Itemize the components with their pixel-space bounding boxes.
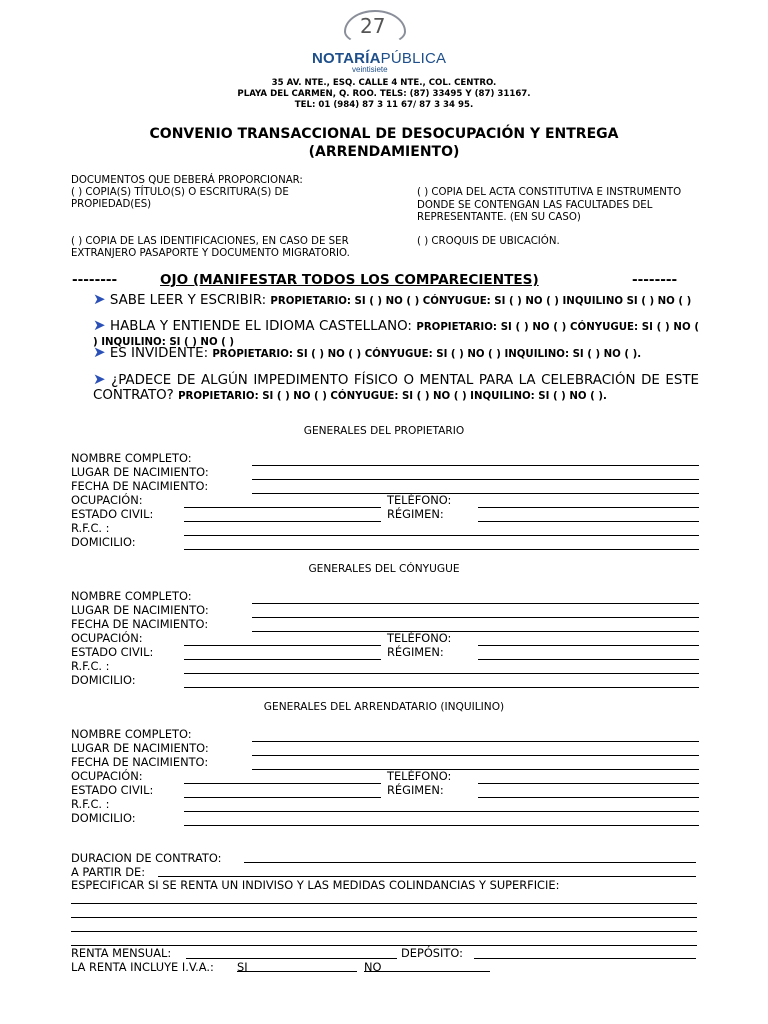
duracion-label: DURACION DE CONTRATO:	[71, 851, 222, 865]
renta-label: RENTA MENSUAL:	[71, 946, 172, 960]
conyugue-fecha-label: FECHA DE NACIMIENTO:	[71, 617, 209, 631]
propietario-nombre-label: NOMBRE COMPLETO:	[71, 451, 192, 465]
arrendatario-nombre-field[interactable]	[252, 741, 699, 742]
ojo-dash-left: --------	[72, 272, 118, 288]
arrow-bullet-icon: ➤	[93, 316, 106, 334]
logo-subtitle: veintisiete	[352, 65, 388, 74]
header-address-line2: PLAYA DEL CARMEN, Q. ROO. TELS: (87) 33495 Y (87) 31167.	[237, 89, 531, 99]
arrendatario-lugar-label: LUGAR DE NACIMIENTO:	[71, 741, 209, 755]
conyugue-rfc-label: R.F.C. :	[71, 659, 110, 673]
ojo-text: OJO (MANIFESTAR TODOS LOS COMPARECIENTES)	[160, 272, 539, 288]
header-address-line1: 35 AV. NTE., ESQ. CALLE 4 NTE., COL. CENTRO.	[271, 78, 497, 88]
conyugue-ocupacion-label: OCUPACIÓN:	[71, 631, 143, 645]
documents-item3-a: ( ) COPIA DE LAS IDENTIFICACIONES, EN CASO DE SER	[71, 236, 349, 247]
renta-field[interactable]	[186, 958, 397, 959]
propietario-estado-label: ESTADO CIVIL:	[71, 507, 154, 521]
conyugue-estado-label: ESTADO CIVIL:	[71, 645, 154, 659]
documents-item1-a: ( ) COPIA(S) TÍTULO(S) O ESCRITURA(S) DE	[71, 187, 289, 198]
especificar-label: ESPECIFICAR SI SE RENTA UN INDIVISO Y LAS MEDIDAS COLINDANCIAS Y SUPERFICIE:	[71, 878, 560, 892]
conyugue-regimen-field[interactable]	[478, 659, 699, 660]
propietario-domicilio-field[interactable]	[184, 549, 699, 550]
conyugue-regimen-label: RÉGIMEN:	[387, 645, 444, 659]
ojo-dash-right: --------	[632, 272, 678, 288]
a-partir-label: A PARTIR DE:	[71, 865, 146, 879]
duracion-field[interactable]	[244, 862, 696, 863]
arrow-bullet-icon: ➤	[93, 370, 106, 388]
section-title-arrendatario: GENERALES DEL ARRENDATARIO (INQUILINO)	[263, 701, 505, 713]
propietario-domicilio-label: DOMICILIO:	[71, 535, 136, 549]
arrendatario-telefono-field[interactable]	[478, 783, 699, 784]
conyugue-estado-field[interactable]	[184, 659, 381, 660]
conyugue-telefono-label: TELÉFONO:	[387, 631, 452, 645]
especificar-line-3[interactable]	[71, 931, 697, 932]
documents-item1-b: PROPIEDAD(ES)	[71, 199, 152, 210]
propietario-fecha-field[interactable]	[252, 493, 699, 494]
propietario-regimen-field[interactable]	[478, 521, 699, 522]
arrendatario-estado-field[interactable]	[184, 797, 381, 798]
propietario-ocupacion-label: OCUPACIÓN:	[71, 493, 143, 507]
conyugue-domicilio-label: DOMICILIO:	[71, 673, 136, 687]
arrendatario-nombre-label: NOMBRE COMPLETO:	[71, 727, 192, 741]
question-text: HABLA Y ENTIENDE EL IDIOMA CASTELLANO:	[110, 319, 412, 334]
conyugue-lugar-field[interactable]	[252, 617, 699, 618]
arrendatario-telefono-label: TELÉFONO:	[387, 769, 452, 783]
header-address-line3: TEL: 01 (984) 87 3 11 67/ 87 3 34 95.	[294, 100, 474, 110]
especificar-line-1[interactable]	[71, 903, 697, 904]
propietario-rfc-field[interactable]	[184, 535, 699, 536]
section-title-conyugue: GENERALES DEL CÓNYUGUE	[308, 563, 460, 575]
arrendatario-domicilio-field[interactable]	[184, 825, 699, 826]
arrendatario-estado-label: ESTADO CIVIL:	[71, 783, 154, 797]
propietario-telefono-label: TELÉFONO:	[387, 493, 452, 507]
conyugue-domicilio-field[interactable]	[184, 687, 699, 688]
arrendatario-ocupacion-field[interactable]	[184, 783, 381, 784]
arrow-bullet-icon: ➤	[93, 290, 106, 308]
question-options: PROPIETARIO: SI ( ) NO ( ) CÓNYUGUE: SI ( ) NO ( ) INQUILINO: SI ( ) NO ( ).	[178, 391, 607, 402]
propietario-fecha-label: FECHA DE NACIMIENTO:	[71, 479, 209, 493]
iva-si-field[interactable]	[237, 971, 357, 972]
arrendatario-rfc-field[interactable]	[184, 811, 699, 812]
question-options: PROPIETARIO: SI ( ) NO ( ) CÓNYUGUE: SI ( ) NO ( ) INQUILINO: SI ( ) NO ( )	[93, 322, 699, 348]
documents-item2: ( ) COPIA DEL ACTA CONSTITUTIVA E INSTRUMENTO DONDE SE CONTENGAN LAS FACULTADES DEL REPRESENTANTE. (EN SU CASO)	[417, 187, 682, 223]
question-sabe-leer	[93, 292, 699, 309]
conyugue-telefono-field[interactable]	[478, 645, 699, 646]
propietario-estado-field[interactable]	[184, 521, 381, 522]
arrendatario-ocupacion-label: OCUPACIÓN:	[71, 769, 143, 783]
conyugue-lugar-label: LUGAR DE NACIMIENTO:	[71, 603, 209, 617]
conyugue-nombre-label: NOMBRE COMPLETO:	[71, 589, 192, 603]
propietario-ocupacion-field[interactable]	[184, 507, 381, 508]
question-options: PROPIETARIO: SI ( ) NO ( ) CÓNYUGUE: SI ( ) NO ( ) INQUILINO: SI ( ) NO ( ).	[212, 349, 642, 360]
propietario-rfc-label: R.F.C. :	[71, 521, 110, 535]
especificar-line-2[interactable]	[71, 917, 697, 918]
documents-item4: ( ) CROQUIS DE UBICACIÓN.	[417, 236, 560, 247]
question-impedimento	[93, 372, 699, 404]
propietario-regimen-label: RÉGIMEN:	[387, 507, 444, 521]
conyugue-rfc-field[interactable]	[184, 673, 699, 674]
propietario-nombre-field[interactable]	[252, 465, 699, 466]
iva-label: LA RENTA INCLUYE I.V.A.:	[71, 960, 214, 974]
question-text: ¿PADECE DE ALGÚN IMPEDIMENTO FÍSICO O MENTAL PARA LA CELEBRACIÓN DE ESTE CONTRATO?	[93, 373, 699, 403]
logo-brand-light: PÚBLICA	[380, 50, 447, 67]
logo-number: 27	[360, 14, 386, 38]
document-title-line1: CONVENIO TRANSACCIONAL DE DESOCUPACIÓN Y ENTREGA	[149, 126, 619, 142]
iva-no-label: NO	[364, 960, 382, 974]
propietario-lugar-label: LUGAR DE NACIMIENTO:	[71, 465, 209, 479]
documents-item3-b: EXTRANJERO PASAPORTE Y DOCUMENTO MIGRATORIO.	[71, 248, 350, 259]
arrendatario-fecha-field[interactable]	[252, 769, 699, 770]
arrendatario-regimen-label: RÉGIMEN:	[387, 783, 444, 797]
arrendatario-rfc-label: R.F.C. :	[71, 797, 110, 811]
question-text: SABE LEER Y ESCRIBIR:	[109, 293, 267, 308]
arrendatario-fecha-label: FECHA DE NACIMIENTO:	[71, 755, 209, 769]
iva-no-field[interactable]	[364, 971, 490, 972]
deposito-field[interactable]	[474, 958, 696, 959]
conyugue-fecha-field[interactable]	[252, 631, 699, 632]
arrendatario-lugar-field[interactable]	[252, 755, 699, 756]
question-invidente	[93, 345, 699, 362]
question-options: PROPIETARIO: SI ( ) NO ( ) CÓNYUGUE: SI ( ) NO ( ) INQUILINO SI ( ) NO ( )	[270, 296, 692, 307]
iva-si-label: SI	[237, 960, 248, 974]
conyugue-ocupacion-field[interactable]	[184, 645, 381, 646]
question-text: ES INVIDENTE:	[109, 346, 209, 361]
arrow-bullet-icon: ➤	[93, 343, 106, 361]
arrendatario-regimen-field[interactable]	[478, 797, 699, 798]
a-partir-field[interactable]	[158, 876, 696, 877]
section-title-propietario: GENERALES DEL PROPIETARIO	[303, 425, 465, 437]
arrendatario-domicilio-label: DOMICILIO:	[71, 811, 136, 825]
propietario-lugar-field[interactable]	[252, 479, 699, 480]
deposito-label: DEPÓSITO:	[401, 946, 463, 960]
document-title-line2: (ARRENDAMIENTO)	[308, 144, 460, 160]
documents-heading: DOCUMENTOS QUE DEBERÁ PROPORCIONAR:	[71, 175, 303, 186]
conyugue-nombre-field[interactable]	[252, 603, 699, 604]
logo-brand-bold: NOTARÍA	[312, 50, 381, 67]
propietario-telefono-field[interactable]	[478, 507, 699, 508]
